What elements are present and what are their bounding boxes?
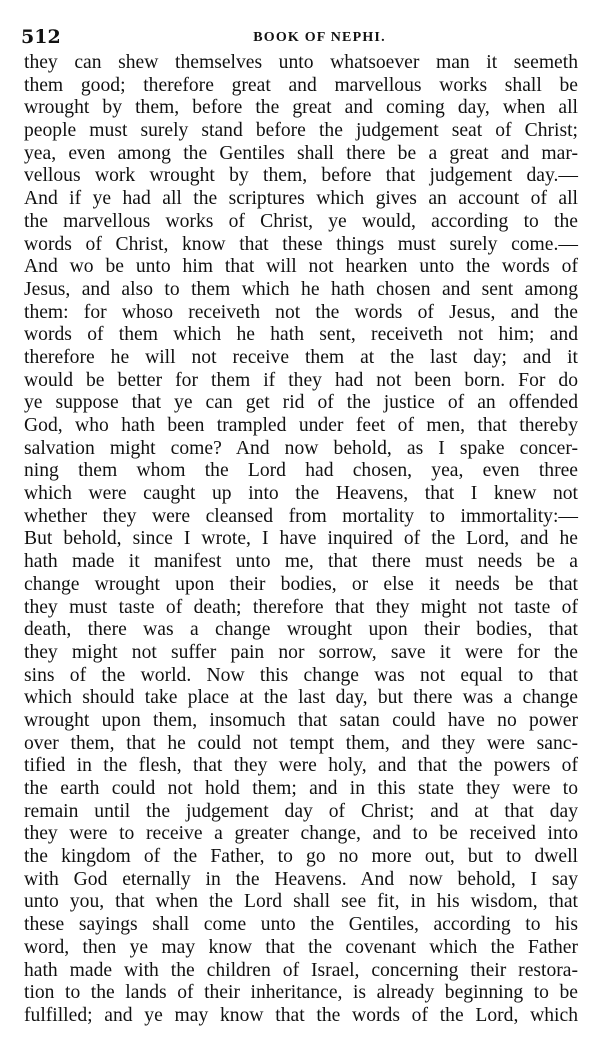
text-line: they must taste of death; therefore that they might not taste of (24, 596, 578, 618)
text-line: whether they were cleansed from mortality to immortality:— (24, 505, 578, 527)
text-line: the earth could not hold them; and in this state they were to (24, 778, 578, 799)
text-line: over them, that he could not tempt them, and they were sanc- (24, 732, 578, 754)
text-line: God, who hath been trampled under feet of men, that thereby (24, 415, 578, 436)
text-line: tified in the flesh, that they were holy, and that the powers of (24, 755, 578, 777)
text-line: And wo be unto him that will not hearken unto the words of (24, 256, 578, 278)
text-line: ning them whom the Lord had chosen, yea, even three (24, 460, 578, 482)
text-line: unto you, that when the Lord shall see fit, in his wisdom, that (24, 891, 578, 913)
text-line: sins of the world. Now this change was not equal to that (24, 664, 578, 686)
text-line: would be better for them if they had not been born. For do (24, 369, 578, 391)
text-line: which were caught up into the Heavens, that I knew not (24, 483, 578, 505)
running-title: BOOK OF NEPHI. (253, 30, 386, 45)
text-line: them: for whoso receiveth not the words of Jesus, and the (24, 301, 578, 323)
text-line: wrought by them, before the great and coming day, when all (24, 97, 578, 119)
text-line: therefore he will not receive them at the last day; and it (24, 346, 578, 368)
text-line: change wrought upon their bodies, or else it needs be that (24, 573, 578, 595)
text-line: wrought upon them, insomuch that satan could have no power (24, 709, 578, 731)
text-line: word, then ye may know that the covenant which the Father (24, 936, 578, 958)
text-line: And if ye had all the scriptures which gives an account of all (24, 188, 578, 210)
text-line: people must surely stand before the judgement seat of Christ; (24, 120, 578, 142)
page-header (21, 26, 578, 50)
text-line: with God eternally in the Heavens. And now behold, I say (24, 868, 578, 890)
text-line: yea, even among the Gentiles shall there be a great and mar- (24, 142, 578, 164)
text-line: But behold, since I wrote, I have inquired of the Lord, and he (24, 528, 578, 550)
text-line: words of Christ, know that these things must surely come.— (24, 233, 578, 255)
text-line: vellous work wrought by them, before that judgement day.— (24, 165, 578, 187)
text-line: Jesus, and also to them which he hath chosen and sent among (24, 278, 578, 300)
text-line: the kingdom of the Father, to go no more out, but to dwell (24, 846, 578, 868)
text-line: remain until the judgement day of Christ; and at that day (24, 800, 578, 822)
text-line: tion to the lands of their inheritance, is already beginning to be (24, 982, 578, 1004)
text-line: these sayings shall come unto the Gentiles, according to his (24, 914, 578, 936)
text-line: which should take place at the last day, but there was a change (24, 687, 578, 709)
text-line: salvation might come? And now behold, as I spake concer- (24, 437, 578, 459)
text-line: them good; therefore great and marvellous works shall be (24, 74, 578, 96)
text-line: hath made it manifest unto me, that there must needs be a (24, 551, 578, 573)
page-number: 512 (21, 26, 61, 48)
text-line: death, there was a change wrought upon their bodies, that (24, 619, 578, 641)
text-line: fulfilled; and ye may know that the words of the Lord, which (24, 1004, 578, 1026)
text-line: they were to receive a greater change, and to be received into (24, 823, 578, 845)
text-line: the marvellous works of Christ, ye would, according to the (24, 210, 578, 232)
text-line: they can shew themselves unto whatsoever man it seemeth (24, 52, 578, 73)
text-line: hath made with the children of Israel, concerning their restora- (24, 959, 578, 981)
text-line: they might not suffer pain nor sorrow, save it were for the (24, 641, 578, 663)
text-line: words of them which he hath sent, receiveth not him; and (24, 324, 578, 346)
text-line: ye suppose that ye can get rid of the justice of an offended (24, 392, 578, 414)
body-text (24, 52, 578, 1028)
